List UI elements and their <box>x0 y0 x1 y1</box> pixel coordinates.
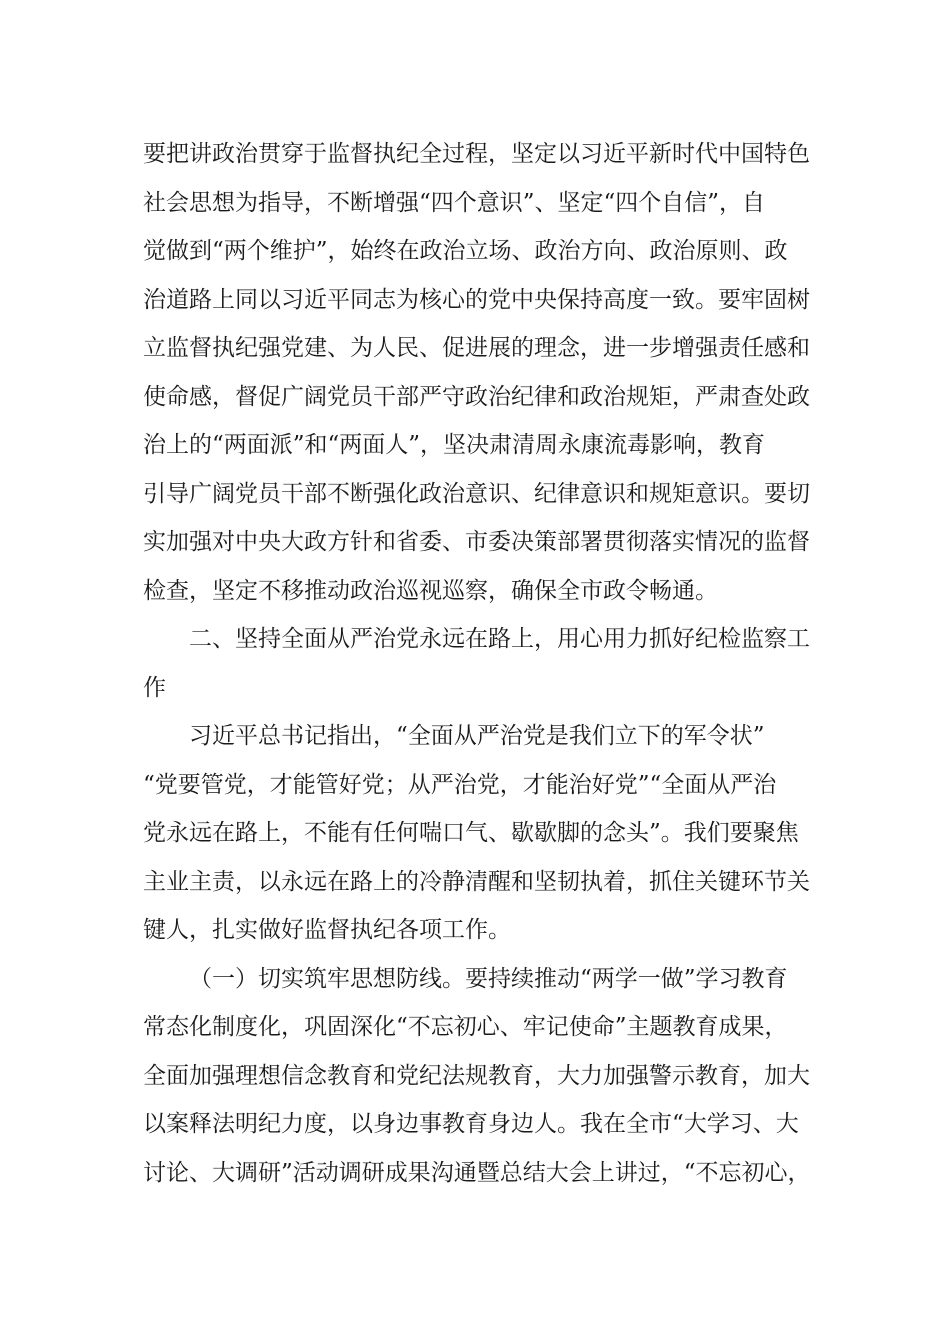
text-line: 治道路上同以习近平同志为核心的党中央保持高度一致。要牢固树 <box>143 286 810 313</box>
text-line: 使命感，督促广阔党员干部严守政治纪律和政治规矩，严肃查处政 <box>143 383 810 410</box>
text-line: 引导广阔党员干部不断强化政治意识、纪律意识和规矩意识。要切 <box>143 480 810 507</box>
text-line: 社会思想为指导，不断增强“四个意识”、坚定“四个自信”，自 <box>143 189 766 216</box>
text-line: （一）切实筑牢思想防线。要持续推动“两学一做”学习教育 <box>189 965 788 992</box>
text-line: 以案释法明纪力度，以身边事教育身边人。我在全市“大学习、大 <box>143 1111 799 1137</box>
text-line: 要把讲政治贯穿于监督执纪全过程，坚定以习近平新时代中国特色 <box>143 141 810 167</box>
text-line: 党永远在路上，不能有任何喘口气、歇歇脚的念头”。我们要聚焦 <box>143 820 799 846</box>
text-line: 主业主责，以永远在路上的冷静清醒和坚韧执着，抓住关键环节关 <box>143 868 810 895</box>
text-line: 觉做到“两个维护”，始终在政治立场、政治方向、政治原则、政 <box>143 238 788 264</box>
text-line: 习近平总书记指出，“全面从严治党是我们立下的军令状” <box>189 723 765 749</box>
text-line: 常态化制度化，巩固深化“不忘初心、牢记使命”主题教育成果， <box>143 1014 788 1040</box>
text-line: 讨论、大调研”活动调研成果沟通暨总结大会上讲过，“不忘初心， <box>143 1159 811 1186</box>
text-line: “党要管党，才能管好党；从严治党，才能治好党”“全面从严治 <box>143 771 777 798</box>
document-body <box>143 130 823 1197</box>
text-line: 治上的“两面派”和“两面人”，坚决肃清周永康流毒影响，教育 <box>143 432 766 458</box>
text-line: 全面加强理想信念教育和党纪法规教育，大力加强警示教育，加大 <box>143 1062 810 1089</box>
text-line: 二、坚持全面从严治党永远在路上，用心用力抓好纪检监察工 <box>189 626 810 652</box>
text-line: 检查，坚定不移推动政治巡视巡察，确保全市政令畅通。 <box>143 577 718 604</box>
text-line: 作 <box>143 674 166 701</box>
text-line: 立监督执纪强党建、为人民、促进展的理念，进一步增强责任感和 <box>143 335 810 361</box>
text-line: 实加强对中央大政方针和省委、市委决策部署贯彻落实情况的监督 <box>143 529 810 555</box>
text-line: 键人，扎实做好监督执纪各项工作。 <box>143 917 511 943</box>
